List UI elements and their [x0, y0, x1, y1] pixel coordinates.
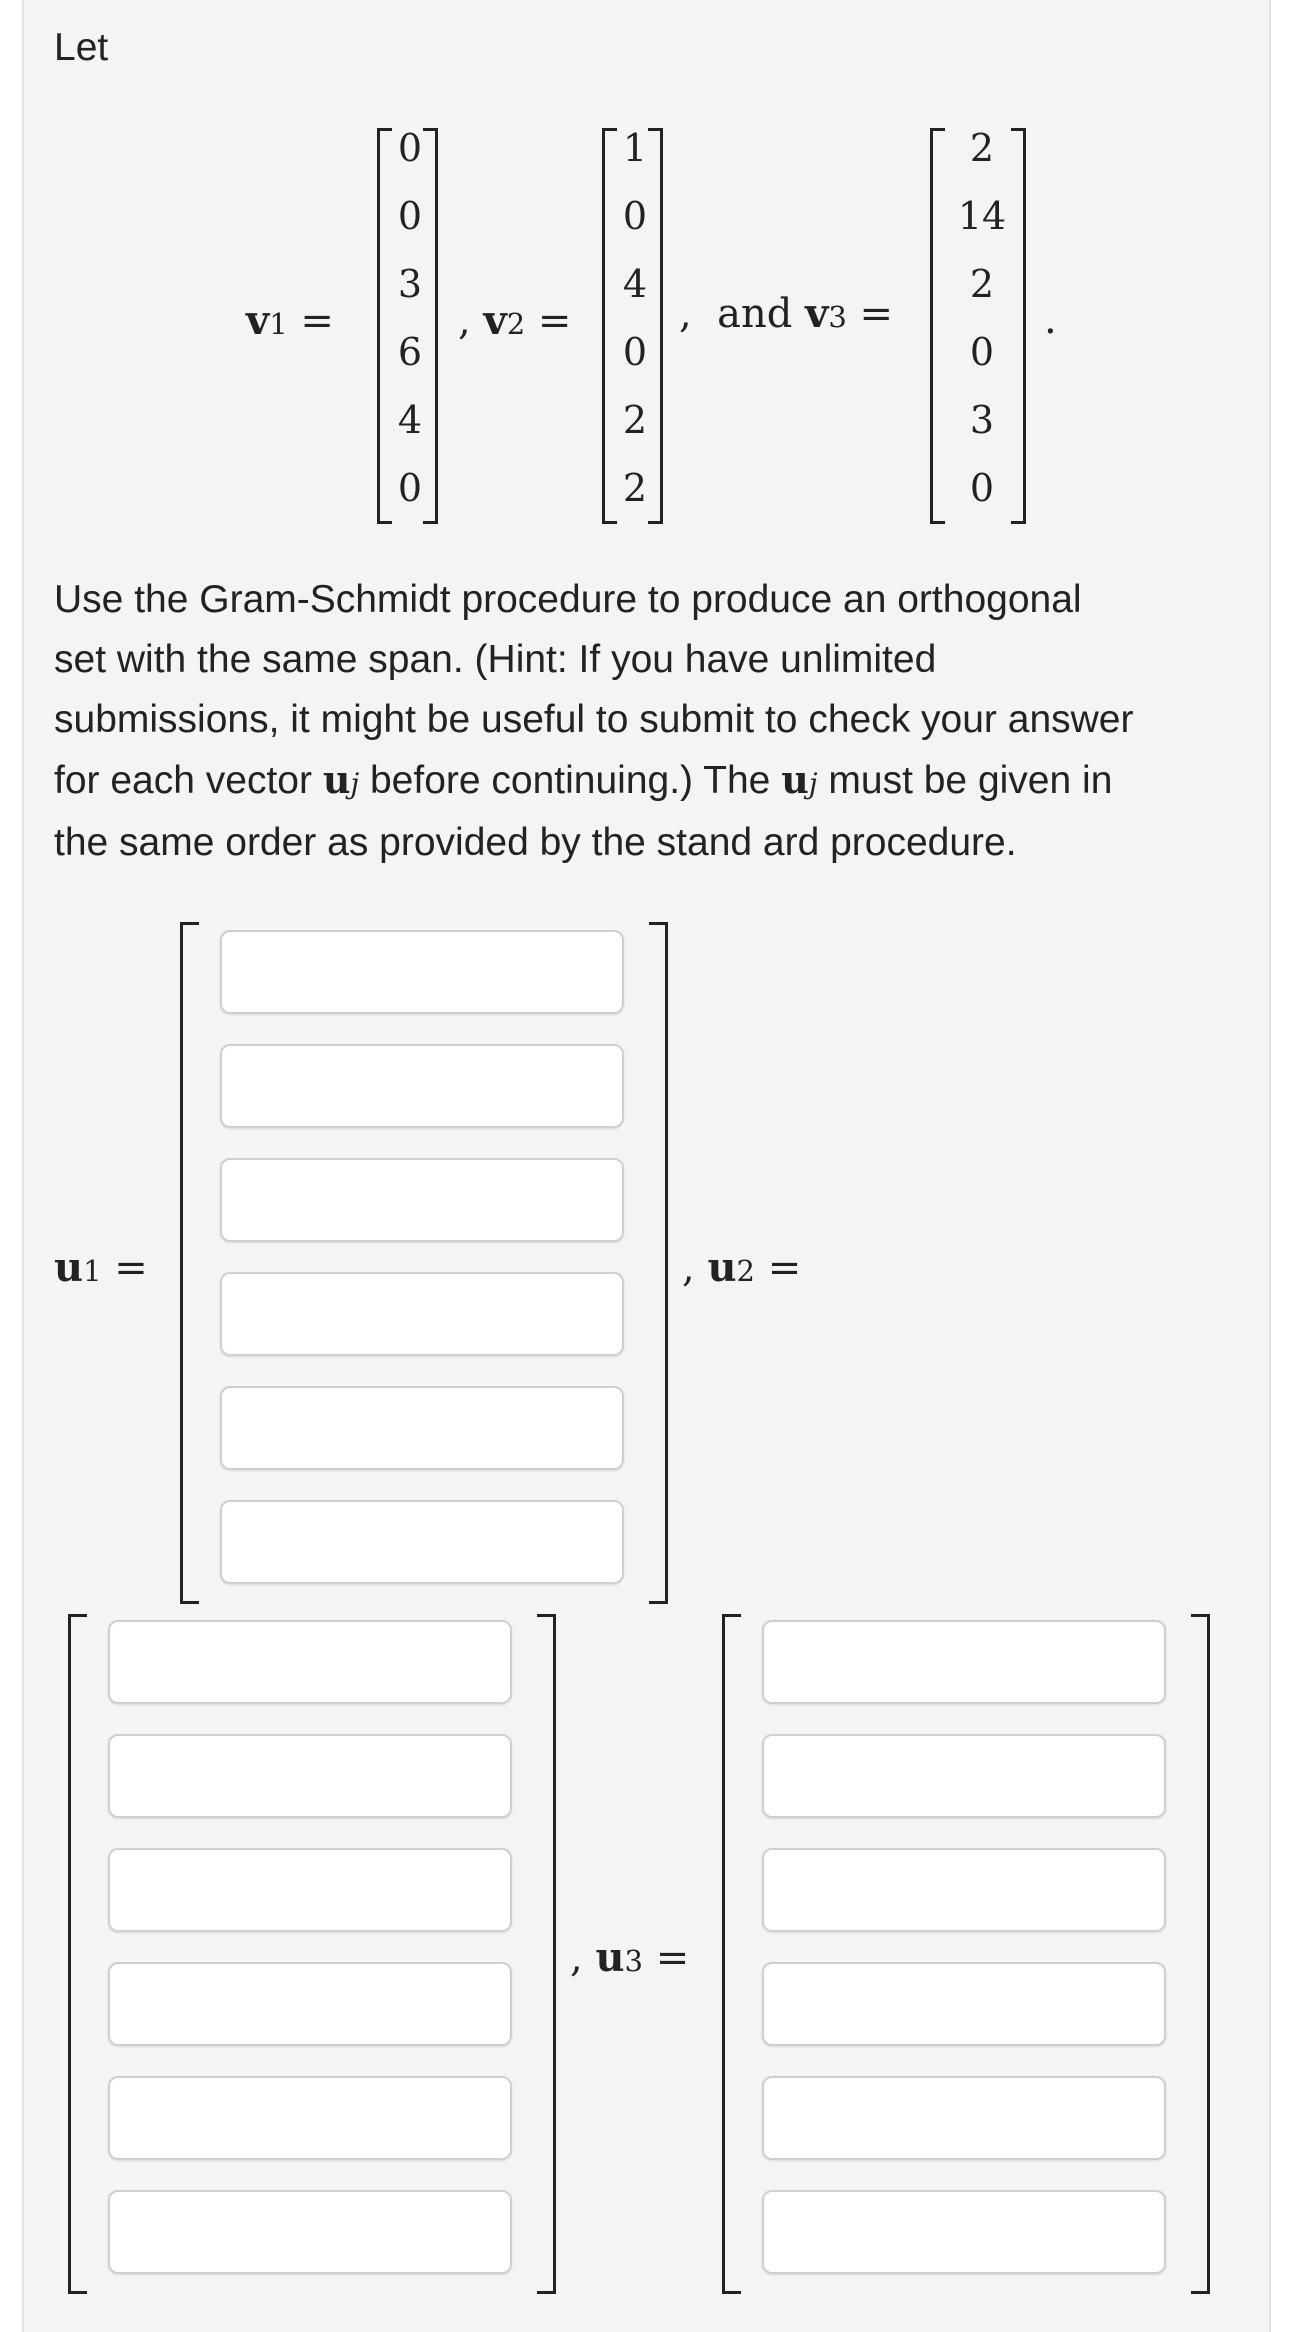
- question-line-4: for each vector uj before continuing.) The uj must be given in: [54, 757, 1113, 802]
- question-panel: [22, 0, 1271, 2332]
- u3-input-5[interactable]: [762, 2076, 1166, 2160]
- u3-right-bracket: [1191, 1614, 1210, 2294]
- v1-right-bracket: [423, 128, 438, 524]
- u2-input-1[interactable]: [108, 1620, 512, 1704]
- u3-input-6[interactable]: [762, 2190, 1166, 2274]
- v3-entry-6: 0: [969, 466, 995, 510]
- v3-entry-2: 14: [957, 194, 1007, 238]
- v2-right-bracket: [648, 128, 663, 524]
- u2-input-3[interactable]: [108, 1848, 512, 1932]
- v2-entry-5: 2: [622, 398, 648, 442]
- u1-input-4[interactable]: [220, 1272, 624, 1356]
- u3-left-bracket: [722, 1614, 741, 2294]
- u2-input-5[interactable]: [108, 2076, 512, 2160]
- u1-left-bracket: [180, 922, 199, 1604]
- v1-entry-4: 6: [397, 330, 423, 374]
- v3-entry-4: 0: [969, 330, 995, 374]
- question-line-1: Use the Gram-Schmidt procedure to produce an orthogonal: [54, 578, 1082, 621]
- v1-label: v1 =: [246, 297, 334, 344]
- question-line-3: submissions, it might be useful to submit to check your answer: [54, 698, 1134, 741]
- v1-entry-5: 4: [397, 398, 423, 442]
- u2-right-bracket: [537, 1614, 556, 2294]
- u1-input-5[interactable]: [220, 1386, 624, 1470]
- question-line-2: set with the same span. (Hint: If you have unlimited: [54, 638, 937, 681]
- v1-entry-3: 3: [397, 262, 423, 306]
- u1-input-3[interactable]: [220, 1158, 624, 1242]
- u3-input-3[interactable]: [762, 1848, 1166, 1932]
- u2-input-6[interactable]: [108, 2190, 512, 2274]
- u3-label: , u3 =: [570, 1934, 690, 1981]
- v3-label: , and v3 =: [679, 290, 894, 337]
- v3-entry-5: 3: [969, 398, 995, 442]
- v2-entry-1: 1: [622, 126, 648, 170]
- v3-period: .: [1044, 297, 1057, 343]
- u3-input-4[interactable]: [762, 1962, 1166, 2046]
- u2-left-bracket: [68, 1614, 87, 2294]
- v2-label: , v2 =: [458, 297, 572, 344]
- v1-left-bracket: [377, 128, 392, 524]
- v1-entry-6: 0: [397, 466, 423, 510]
- v3-entry-1: 2: [969, 126, 995, 170]
- intro-text: Let: [54, 26, 109, 69]
- v2-entry-3: 4: [622, 262, 648, 306]
- u1-label: u1 =: [54, 1244, 148, 1291]
- u3-input-2[interactable]: [762, 1734, 1166, 1818]
- v2-entry-4: 0: [622, 330, 648, 374]
- u2-label: , u2 =: [682, 1244, 802, 1291]
- u2-input-4[interactable]: [108, 1962, 512, 2046]
- u1-input-6[interactable]: [220, 1500, 624, 1584]
- v1-entry-2: 0: [397, 194, 423, 238]
- u1-input-2[interactable]: [220, 1044, 624, 1128]
- v3-right-bracket: [1011, 128, 1026, 524]
- v3-left-bracket: [930, 128, 945, 524]
- v2-entry-6: 2: [622, 466, 648, 510]
- v2-entry-2: 0: [622, 194, 648, 238]
- u2-input-2[interactable]: [108, 1734, 512, 1818]
- u1-right-bracket: [649, 922, 668, 1604]
- v2-left-bracket: [602, 128, 617, 524]
- v3-entry-3: 2: [969, 262, 995, 306]
- question-line-5: the same order as provided by the stand ard procedure.: [54, 821, 1017, 864]
- u3-input-1[interactable]: [762, 1620, 1166, 1704]
- v1-entry-1: 0: [397, 126, 423, 170]
- u1-input-1[interactable]: [220, 930, 624, 1014]
